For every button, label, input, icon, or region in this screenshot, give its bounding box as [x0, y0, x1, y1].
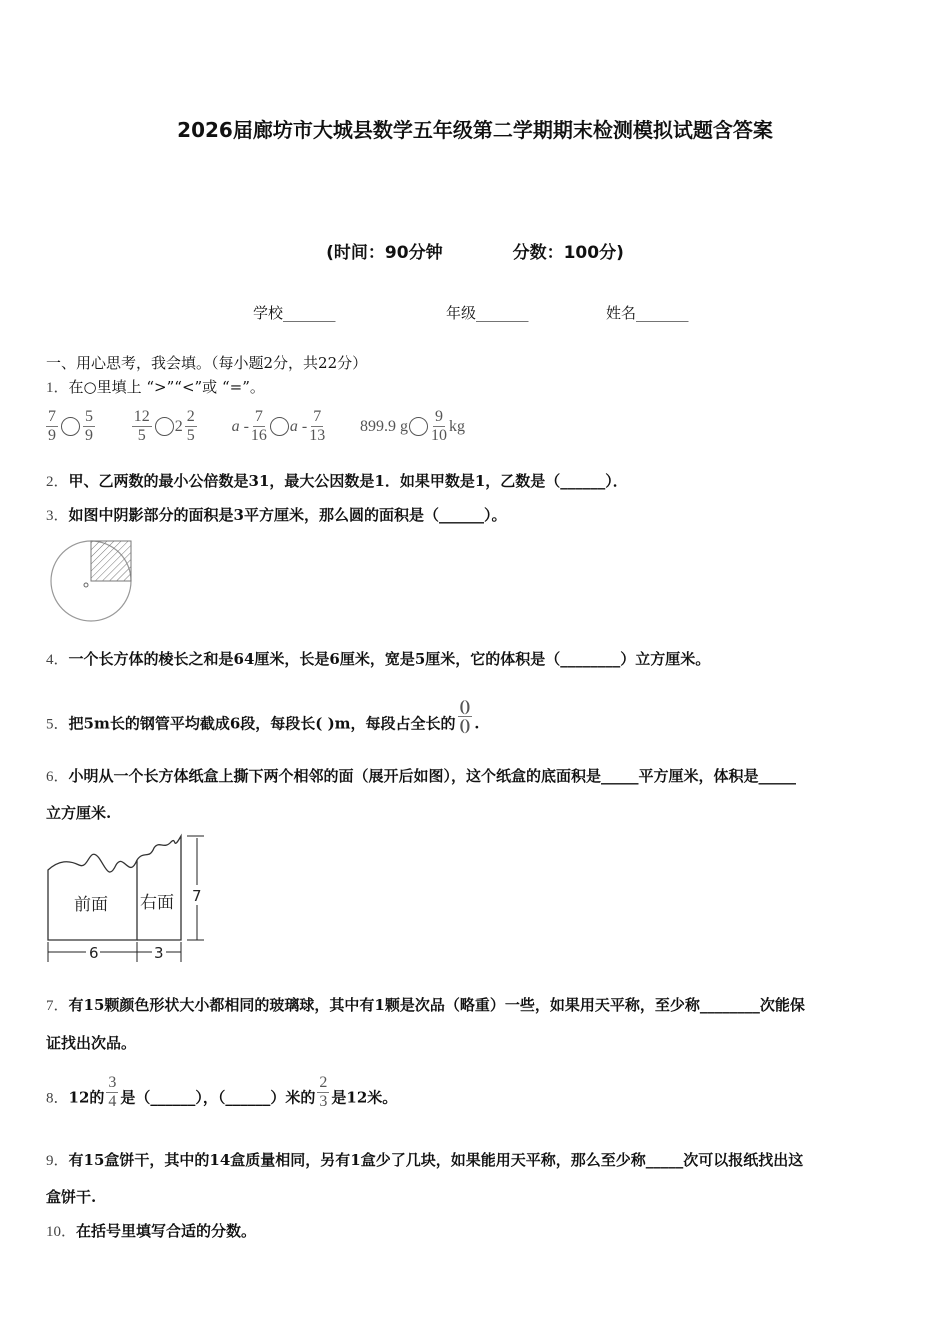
question-6: 6．小明从一个长方体纸盒上撕下两个相邻的面（展开后如图），这个纸盒的底面积是_____平方厘米，体积是_____ — [46, 767, 797, 785]
name-field[interactable]: 姓名_______ — [606, 304, 689, 322]
question-1 — [46, 376, 265, 397]
question-5: 5．把5m长的钢管平均截成6段，每段长( )m，每段占全长的 () () . — [46, 698, 480, 734]
right-face-label: 右面 — [140, 893, 174, 913]
exam-meta — [0, 238, 950, 263]
compare-item: $\frac{7}{9}$ $\frac{5}{9}$ — [48, 408, 93, 444]
box-net-figure — [44, 830, 214, 968]
question-2: 2．甲、乙两数的最小公倍数是31，最大公因数是1．如果甲数是1，乙数是（______）． — [46, 472, 628, 490]
question-1-items — [44, 408, 465, 445]
front-face-label: 前面 — [74, 895, 108, 915]
grade-field[interactable]: 年级_______ — [446, 304, 529, 322]
height-label: 7 — [192, 887, 202, 905]
page-title: 2026届廊坊市大城县数学五年级第二学期期末检测模拟试题含答案 — [177, 118, 773, 142]
time-label: (时间：90分钟 — [326, 243, 443, 263]
question-9: 9．有15盒饼干，其中的14盒质量相同，另有1盒少了几块，如果能用天平称，那么至少称_____次可以报纸找出这 — [46, 1151, 804, 1169]
compare-item: a - $\frac{7}{16}$ a - $\frac{7}{13}$ — [231, 408, 326, 444]
question-9-cont: 盒饼干. — [46, 1188, 97, 1206]
answer-circle[interactable] — [270, 417, 289, 436]
width-label-right: 3 — [154, 944, 164, 962]
school-field[interactable]: 学校_______ — [253, 304, 336, 322]
circle-figure — [46, 538, 138, 624]
question-6-cont: 立方厘米. — [46, 804, 112, 822]
answer-circle[interactable] — [61, 417, 80, 436]
question-4: 4．一个长方体的棱长之和是64厘米，长是6厘米，宽是5厘米，它的体积是（________）立方厘米。 — [46, 650, 711, 668]
answer-circle[interactable] — [409, 417, 428, 436]
section-heading: 一、用心思考，我会填。（每小题2分，共22分） — [46, 354, 368, 372]
question-8: 8．12的 $\frac{3}{4}$ 是（______），（______）米的 $\frac{2}{3}$ 是12米。 — [46, 1074, 398, 1110]
question-7: 7．有15颗颜色形状大小都相同的玻璃球，其中有1颗是次品（略重）一些，如果用天平称，至少称________次能保 — [46, 996, 805, 1014]
question-number: 1． — [46, 380, 69, 396]
question-3: 3．如图中阴影部分的面积是3平方厘米，那么圆的面积是（______）。 — [46, 506, 507, 524]
question-7-cont: 证找出次品。 — [46, 1034, 137, 1052]
width-label-front: 6 — [89, 944, 99, 962]
question-text: 在○里填上 “>”“<”或 “=”。 — [68, 378, 265, 396]
compare-item: $\frac{12}{5}$ 2 $\frac{2}{5}$ — [133, 408, 195, 444]
compare-item: 899.9 g $\frac{9}{10}$ kg — [360, 408, 465, 444]
question-10: 10．在括号里填写合适的分数。 — [46, 1222, 257, 1240]
answer-circle[interactable] — [155, 417, 174, 436]
score-label: 分数：100分) — [512, 243, 624, 263]
